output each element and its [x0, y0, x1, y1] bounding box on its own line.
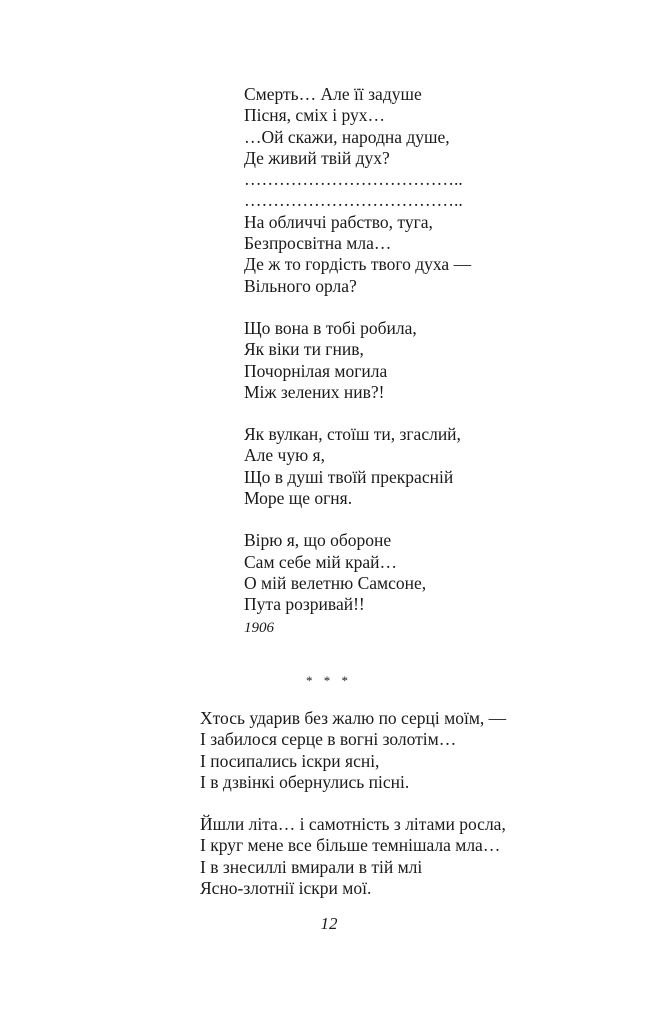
poem-line: Пісня, сміх і рух… [244, 105, 386, 126]
poem-2 [200, 708, 620, 899]
poem-line: Почорнілая могила [244, 360, 388, 381]
stanza [244, 424, 604, 509]
poem-1 [244, 84, 604, 638]
poem-line: О мій велетню Самсоне, [244, 572, 427, 593]
stanza-gap [244, 403, 604, 424]
section-separator: * * * [306, 673, 352, 688]
poem-line: Хтось ударив без жалю по серці моїм, — [200, 708, 507, 728]
stanza [200, 814, 620, 899]
poem-line: І посипались іскри ясні, [200, 750, 380, 771]
poem-line: Як вулкан, стоїш ти, згаслий, [244, 424, 461, 445]
poem-line: Йшли літа… і самотність з літами росла, [200, 814, 506, 835]
stanza-gap [200, 793, 620, 814]
poem-line: І забилося серце в вогні золотім… [200, 729, 457, 750]
poem-line: І круг мене все більше темнішала мла… [200, 835, 501, 856]
poem-line: Пута розривай!! [244, 594, 365, 615]
ellipsis-line: ……………………………….. [244, 190, 463, 211]
stanza-gap [244, 297, 604, 318]
ellipsis-line: ……………………………….. [244, 169, 463, 190]
stanza [244, 84, 604, 297]
poem-line: Як віки ти гнив, [244, 339, 364, 360]
poem-line: Де живий твій дух? [244, 147, 390, 168]
stanza [244, 318, 604, 403]
poem-line: Що вона в тобі робила, [244, 317, 417, 338]
poem-line: Сам себе мій край… [244, 551, 398, 572]
poem-line: І в дзвінкі обернулись пісні. [200, 771, 410, 792]
poem-line: Між зелених нив?! [244, 381, 385, 402]
poem-line: Вільного орла? [244, 275, 357, 296]
poem-line: Що в душі твоїй прекрасній [244, 466, 454, 487]
stanza-gap [244, 509, 604, 530]
poem-date: 1906 [244, 619, 274, 636]
poem-line: Ясно-злотнії іскри мої. [200, 878, 372, 899]
poem-line: Де ж то гордість твого духа — [244, 254, 472, 275]
poem-line: Море ще огня. [244, 488, 353, 509]
poem-line: …Ой скажи, народна душе, [244, 126, 450, 147]
poem-line: І в знесиллі вмирали в тій млі [200, 856, 423, 877]
poem-line: Смерть… Але її задуше [244, 84, 422, 104]
page-number: 12 [320, 914, 338, 933]
poem-line: Але чую я, [244, 445, 325, 466]
stanza [200, 708, 620, 793]
poem-line: Безпросвітна мла… [244, 233, 392, 254]
poem-line: Вірю я, що обороне [244, 530, 392, 551]
stanza [244, 530, 604, 615]
poem-line: На обличчі рабство, туга, [244, 211, 433, 232]
